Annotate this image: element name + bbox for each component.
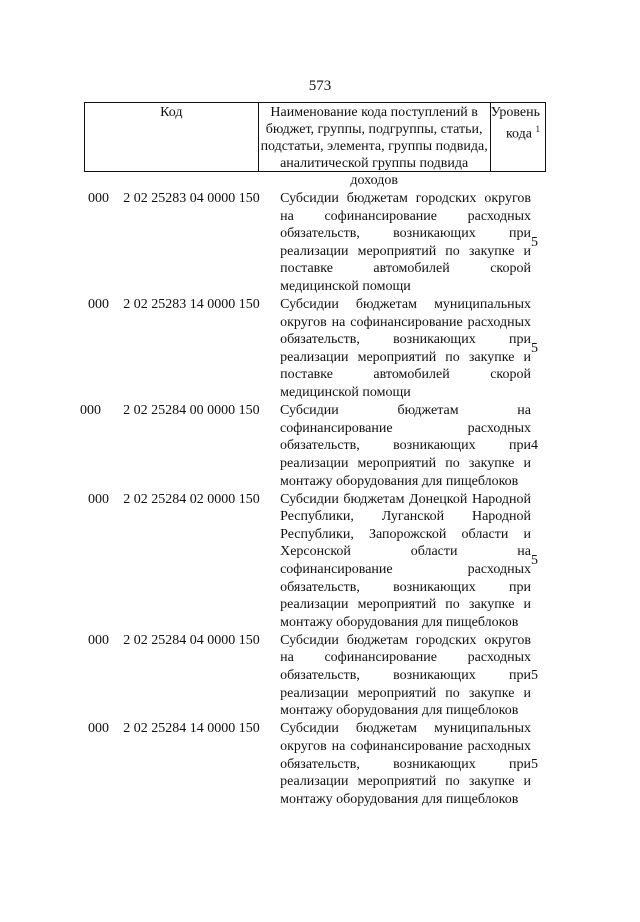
header-name-line: аналитической группы подвида доходов <box>280 156 469 188</box>
income-code: 2 02 25284 04 0000 150 <box>123 632 260 648</box>
income-name: Субсидии бюджетам Донецкой Народной Республики, Луганской Народной Республики, Запорожской области и Херсонской области на софинансирование расходных обязательств, возникающих при реализации мероприятий по закупке и монтажу оборудования для пищеблоков <box>280 491 531 630</box>
table-row <box>84 491 546 632</box>
header-name-line: Наименование кода поступлений в <box>270 105 478 120</box>
code-level: 5 <box>531 756 538 772</box>
header-level-line1: Уровень <box>490 105 540 120</box>
admin-code: 000 <box>80 403 101 419</box>
page-number: 573 <box>308 78 332 94</box>
income-code: 2 02 25284 14 0000 150 <box>123 721 260 737</box>
code-level: 5 <box>531 668 538 684</box>
code-level: 5 <box>531 553 538 569</box>
table-row <box>84 632 546 720</box>
table-row <box>84 190 546 296</box>
admin-code: 000 <box>88 191 109 206</box>
income-code: 2 02 25284 00 0000 150 <box>123 403 260 419</box>
admin-code: 000 <box>88 491 109 507</box>
code-level: 5 <box>531 341 538 357</box>
admin-code: 000 <box>88 297 109 313</box>
admin-code: 000 <box>88 721 109 737</box>
header-name <box>259 103 491 188</box>
header-level-word: кода <box>505 126 532 142</box>
table-body <box>80 190 546 809</box>
income-code: 2 02 25283 04 0000 150 <box>123 191 260 206</box>
header-name-line: бюджет, группы, подгруппы, статьи, <box>265 122 483 137</box>
income-code: 2 02 25283 14 0000 150 <box>123 297 260 313</box>
income-name: Субсидии бюджетам городских округов на софинансирование расходных обязательств, возникающих при реализации мероприятий по закупке и монтажу оборудования для пищеблоков <box>280 632 531 719</box>
header-level <box>491 103 545 171</box>
income-name: Субсидии бюджетам муниципальных округов на софинансирование расходных обязательств, возникающих при реализации мероприятий по закупке и поставке автомобилей скорой медицинской помощи <box>280 297 531 401</box>
code-level: 4 <box>531 438 538 454</box>
table-row <box>84 296 546 402</box>
table-header <box>84 102 546 188</box>
footnote-marker: 1 <box>535 124 540 134</box>
table-row <box>84 720 546 808</box>
admin-code: 000 <box>88 632 109 648</box>
income-code: 2 02 25284 02 0000 150 <box>123 491 260 507</box>
header-name-line: подстатьи, элемента, группы подвида, <box>260 139 488 154</box>
income-name: Субсидии бюджетам на софинансирование расходных обязательств, возникающих при реализации мероприятий по закупке и монтажу оборудования для пищеблоков <box>280 403 531 489</box>
header-level-line2 <box>491 121 540 143</box>
income-name: Субсидии бюджетам городских округов на софинансирование расходных обязательств, возникающих при реализации мероприятий по закупке и поставке автомобилей скорой медицинской помощи <box>280 191 531 294</box>
header-code: Код <box>85 103 259 171</box>
table-row <box>80 402 546 490</box>
code-level: 5 <box>531 234 538 250</box>
income-name: Субсидии бюджетам муниципальных округов на софинансирование расходных обязательств, возникающих при реализации мероприятий по закупке и монтажу оборудования для пищеблоков <box>280 721 531 807</box>
